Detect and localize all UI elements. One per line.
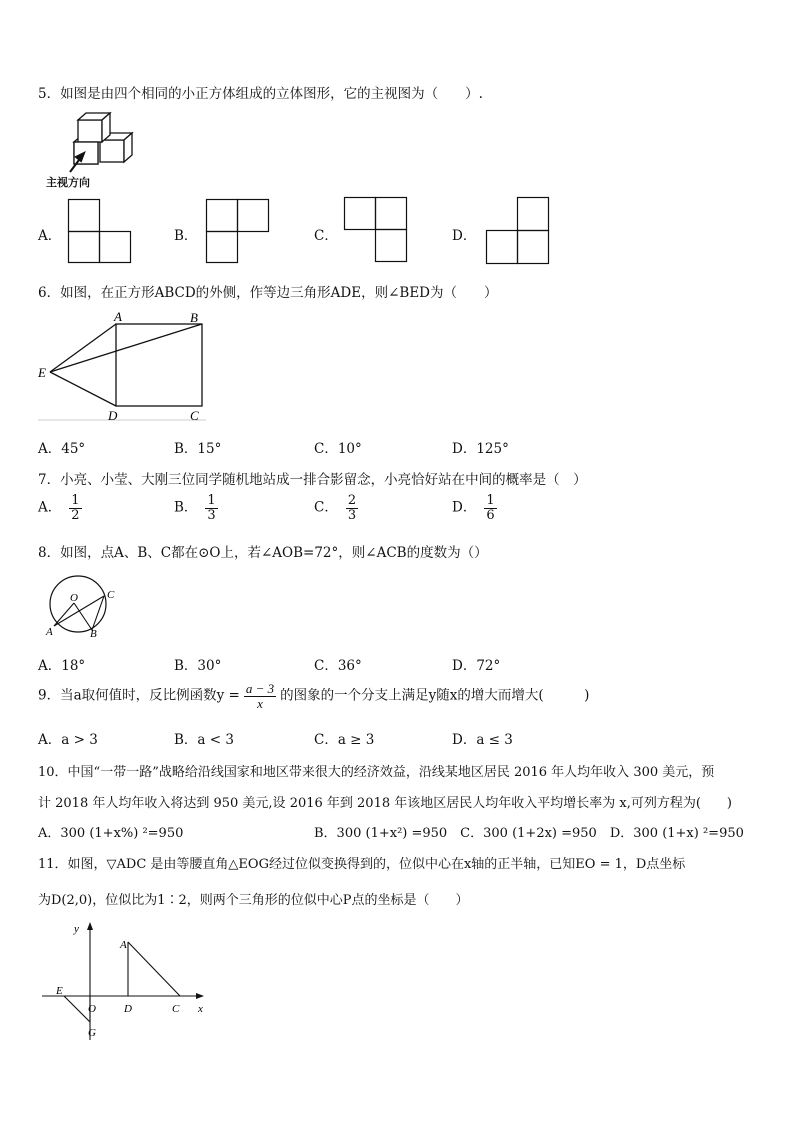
q8-label-c: C bbox=[107, 589, 115, 601]
q10-option-a: A．300 (1+x%) ²=950 bbox=[38, 826, 184, 841]
q9-option-b: B．a < 3 bbox=[174, 732, 234, 748]
q5-option-b-figure bbox=[206, 199, 270, 263]
q11-label-o: O bbox=[88, 1003, 96, 1015]
q11-coordinate-figure bbox=[40, 920, 220, 1046]
q10-options-bcd: B．300 (1+x²) =950 C．300 (1+2x) =950 D．300 (1+x) ²=950 bbox=[314, 826, 744, 841]
q9-option-a: A．a > 3 bbox=[38, 732, 98, 748]
q11-label-x: x bbox=[198, 1003, 203, 1015]
q5-option-c-figure bbox=[344, 197, 408, 263]
q11-label-d: D bbox=[124, 1003, 132, 1015]
q8-stem: 8．如图，点A、B、C都在⊙O上，若∠AOB=72°，则∠ACB的度数为（） bbox=[38, 545, 488, 561]
q8-label-b: B bbox=[90, 628, 97, 640]
q11-label-c: C bbox=[172, 1003, 180, 1015]
q5-option-d-label: D． bbox=[452, 228, 477, 244]
q5-option-d-figure bbox=[486, 197, 550, 265]
q6-option-c: C．10° bbox=[314, 441, 362, 457]
q5-option-c-label: C． bbox=[314, 228, 338, 244]
q7-option-b: B． $\frac{1}{3}$ bbox=[174, 493, 216, 523]
q9-stem: 9．当a取何值时，反比例函数y = $\frac{a - 3}{x}$ 的图象的一个分支上满足y随x的增大而增大( ) bbox=[38, 681, 590, 711]
q6-stem: 6．如图，在正方形ABCD的外侧，作等边三角形ADE，则∠BED为（ ） bbox=[38, 285, 498, 301]
q6-square-figure bbox=[36, 308, 216, 426]
q11-label-e: E bbox=[56, 985, 63, 997]
view-direction-label: 主视方向 bbox=[46, 176, 90, 189]
q6-label-b: B bbox=[190, 310, 198, 325]
q6-option-a: A．45° bbox=[38, 441, 86, 457]
q10-stem-line1: 10．中国“一带一路”战略给沿线国家和地区带来很大的经济效益，沿线某地区居民 2016 年人均年收入 300 美元，预 bbox=[38, 765, 715, 780]
q6-option-d: D．125° bbox=[452, 441, 509, 457]
q7-option-a: A． $\frac{1}{2}$ bbox=[38, 493, 80, 523]
q8-option-d: D．72° bbox=[452, 658, 501, 674]
q11-label-a: A bbox=[120, 939, 127, 951]
q7-option-d: D． $\frac{1}{6}$ bbox=[452, 493, 495, 523]
q7-stem: 7．小亮、小莹、大刚三位同学随机地站成一排合影留念，小亮恰好站在中间的概率是（ ） bbox=[38, 472, 587, 488]
q8-option-a: A．18° bbox=[38, 658, 86, 674]
q6-label-d: D bbox=[108, 408, 118, 423]
q11-label-y: y bbox=[74, 923, 79, 935]
q5-option-a-figure bbox=[68, 199, 132, 263]
q5-option-b-label: B． bbox=[174, 228, 198, 244]
q8-circle-figure bbox=[40, 576, 130, 640]
q5-option-a-label: A． bbox=[38, 228, 62, 244]
q6-option-b: B．15° bbox=[174, 441, 222, 457]
q11-stem-line1: 11．如图，▽ADC 是由等腰直角△EOG经过位似变换得到的，位似中心在x轴的正半轴，已知EO = 1，D点坐标 bbox=[38, 857, 686, 872]
q9-option-c: C．a ≥ 3 bbox=[314, 732, 375, 748]
q8-label-a: A bbox=[46, 626, 53, 638]
q11-label-g: G bbox=[88, 1027, 96, 1039]
q6-label-e: E bbox=[38, 365, 46, 380]
q8-option-c: C．36° bbox=[314, 658, 362, 674]
q9-option-d: D．a ≤ 3 bbox=[452, 732, 513, 748]
q7-option-c: C． $\frac{2}{3}$ bbox=[314, 493, 357, 523]
q6-label-a: A bbox=[114, 309, 122, 324]
q11-stem-line2: 为D(2,0)，位似比为1∶2，则两个三角形的位似中心P点的坐标是（ ） bbox=[38, 893, 469, 908]
q8-option-b: B．30° bbox=[174, 658, 222, 674]
q10-stem-line2: 计 2018 年人均年收入将达到 950 美元,设 2016 年到 2018 年该地区居民人均年收入平均增长率为 x,可列方程为( ) bbox=[38, 796, 732, 811]
q8-label-o: O bbox=[70, 592, 78, 604]
q6-label-c: C bbox=[190, 408, 199, 423]
q5-stem: 5．如图是由四个相同的小正方体组成的立体图形，它的主视图为（ ）. bbox=[38, 86, 483, 102]
